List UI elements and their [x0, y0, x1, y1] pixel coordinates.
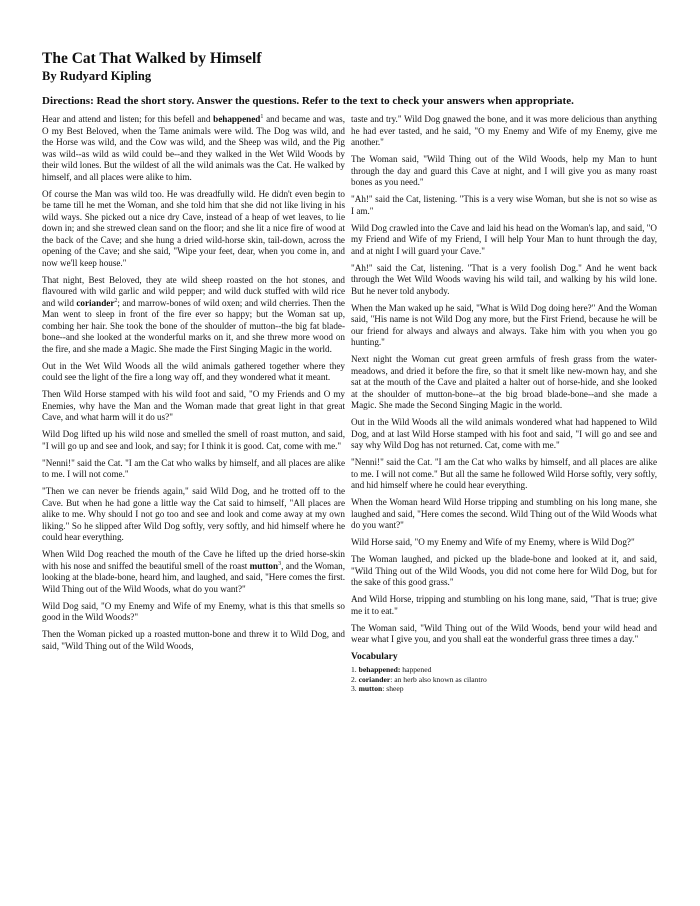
paragraph-text: ; and marrow-bones of wild oxen; and wild cherries. Then the Man went to sleep in front of the fire ever so happy; but the Woman sat up, combing her hair. She took the bone of the shoulder of mutton--the big fat blade-bone--and she looked at the wonderful marks on it, and she threw more wood on the fire, and she made a Magic. She made the First Singing Magic in the world. [42, 297, 345, 354]
paragraph: The Woman said, "Wild Thing out of the Wild Woods, bend your wild head and wear what I give you, and you shall eat the wonderful grass three times a day." [351, 622, 657, 644]
vocabulary-item [351, 675, 657, 685]
vocab-number: 3. [351, 684, 359, 693]
paragraph: Next night the Woman cut great green armfuls of fresh grass from the water-meadows, and dried it before the fire, so that it smelt like new-mown hay, and she sat at the mouth of the Cave and plaited a halter out of horse-hide, and she looked at the shoulder of mutton-bone--at the big broad blade-bone--and she made a Magic. She made the Second Singing Magic in the world. [351, 354, 657, 410]
paragraph: Wild Horse said, "O my Enemy and Wife of my Enemy, where is Wild Dog?" [351, 537, 635, 547]
vocab-definition: : an herb also known as cilantro [390, 674, 487, 684]
vocab-word: coriander [358, 674, 391, 684]
paragraph: Then Wild Horse stamped with his wild foot and said, "O my Friends and O my Enemies, why have the Man and the Woman made that great light in that great Cave, and what harm will it do us?" [42, 389, 345, 422]
story-title: The Cat That Walked by Himself [42, 50, 262, 67]
footnote-marker: 3 [278, 560, 282, 567]
footnote-marker: 1 [260, 113, 264, 120]
vocab-word: mutton [358, 684, 383, 693]
paragraph: And Wild Horse, tripping and stumbling on his long mane, said, "That is true; give me it to eat." [351, 594, 657, 616]
paragraph: Then the Woman picked up a roasted mutton-bone and threw it to Wild Dog, and said, "Wild Thing out of the Wild Woods, [42, 629, 345, 651]
vocabulary-list [351, 665, 657, 694]
paragraph: Wild Dog lifted up his wild nose and smelled the smell of roast mutton, and said, "I will go up and see and look, and say; for I think it is good. Cat, come with me." [42, 429, 345, 451]
paragraph: Out in the Wet Wild Woods all the wild animals gathered together where they could see the light of the fire a long way off, and they wondered what it meant. [42, 360, 345, 382]
paragraph: Out in the Wild Woods all the wild animals wondered what had happened to Wild Dog, and at last Wild Horse stamped with his foot and said, "I will go and see and say why Wild Dog has not returned. Cat, come with me." [351, 417, 657, 450]
paragraph: taste and try." Wild Dog gnawed the bone, and it was more delicious than anything he had ever tasted, and he said, "O my Enemy and Wife of my Enemy, give me another." [351, 114, 657, 147]
paragraph-text: and became and was, O my Best Beloved, when the Tame animals were wild. The Dog was wild, and the Horse was wild, and the Cow was wild, and the Sheep was wild, and the Pig was wild--as wild as wild could be--and they walked in the Wet Wild Woods by their wild lones. But the wildest of all the wild animals was the Cat. He walked by himself, and all places were alike to him. [42, 114, 346, 182]
paragraph: "Nenni!" said the Cat. "I am the Cat who walks by himself, and all places are alike to me. I will not come." [42, 457, 345, 479]
paragraph: When the Woman heard Wild Horse tripping and stumbling on his long mane, she laughed and said, "Here comes the second. Wild Thing out of the Wild Woods what do you want?" [351, 497, 657, 530]
paragraph: The Woman said, "Wild Thing out of the Wild Woods, help my Man to hunt through the day and guard this Cave at night, and I will give you as many roast bones as you need." [351, 154, 657, 187]
paragraph-text: , and the Woman, looking at the blade-bone, heard him, and laughed, and said, "Here comes the first. Wild Thing out of the Wild Woods, what do you want?" [42, 560, 345, 594]
vocabulary-title: Vocabulary [351, 651, 398, 662]
vocab-term-mutton: mutton [249, 560, 279, 571]
paragraph: "Then we can never be friends again," said Wild Dog, and he trotted off to the Cave. But when he had gone a little way the Cat said to himself, "All places are alike to me. Why should I not go too and see and look and come away at my own liking." So he slipped after Wild Dog softly, very softly, and hid himself where he could hear everything. [42, 486, 345, 542]
paragraph: The Woman laughed, and picked up the blade-bone and looked at it, and said, "Wild Thing out of the Wild Woods, you did not come here for Wild Dog, but for the sake of this good grass." [351, 554, 657, 587]
paragraph: Wild Dog crawled into the Cave and laid his head on the Woman's lap, and said, "O my Friend and Wife of my Friend, I will help Your Man to hunt through the day, and at night I will guard your Cave." [351, 222, 657, 256]
vocab-number: 1. [351, 665, 359, 674]
vocabulary-box [351, 652, 657, 694]
paragraph: "Ah!" said the Cat, listening. "This is a very wise Woman, but she is not so wise as I am." [351, 194, 657, 216]
paragraph-text: When Wild Dog reached the mouth of the Cave he lifted up the dried horse-skin with his nose and sniffed the beautiful smell of the roast [42, 549, 345, 571]
directions-text: Read the short story. Answer the questions. Refer to the text to check your answers when appropriate. [93, 95, 574, 107]
paragraph: When the Man waked up he said, "What is Wild Dog doing here?" And the Woman said, "His name is not Wild Dog any more, but the First Friend, because he will be our friend for always and always and always. Take him with you when you go hunting." [351, 302, 657, 347]
paragraph: Of course the Man was wild too. He was dreadfully wild. He didn't even begin to be tame till he met the Woman, and she told him that she did not like living in his wild ways. She picked out a nice dry Cave, instead of a heap of wet leaves, to lie down in; and she strewed clean sand on the floor; and she lit a nice fire of wood at the back of the Cave; and she hung a dried wild-horse skin, tail-down, across the opening of the Cave; and she said, "Wipe your feet, dear, when you come in, and now we'll keep house." [42, 188, 345, 268]
paragraph [42, 549, 345, 595]
vocab-term-behappened: behappened [213, 114, 261, 124]
story-author: By Rudyard Kipling [42, 69, 152, 83]
story-column-right [351, 114, 657, 694]
paragraph-text: Hear and attend and listen; for this befell and [42, 114, 214, 124]
paragraph-text: That night, Best Beloved, they ate wild sheep roasted on the hot stones, and flavoured with wild garlic and wild pepper; and wild duck stuffed with wild rice and wild [42, 274, 345, 308]
paragraph: Wild Dog said, "O my Enemy and Wife of my Enemy, what is this that smells so good in the Wild Woods?" [42, 600, 345, 622]
vocabulary-item [351, 684, 657, 694]
vocab-term-coriander: coriander [76, 297, 115, 308]
vocab-definition: happened [400, 665, 432, 674]
vocab-number: 2. [351, 674, 359, 684]
directions-label: Directions: [42, 95, 94, 107]
footnote-marker: 2 [114, 297, 118, 304]
paragraph [42, 275, 345, 356]
paragraph [42, 114, 345, 183]
paragraph: "Nenni!" said the Cat. "I am the Cat who walks by himself, and all places are alike to me. I will not come." But all the same he followed Wild Horse softly, very softly, and hid himself where he could hear everything. [351, 457, 657, 490]
vocabulary-item [351, 665, 657, 675]
paragraph: "Ah!" said the Cat, listening. "That is a very foolish Dog." And he went back through the Wet Wild Woods waving his wild tail, and walking by his wild lone. But he never told anybody. [351, 262, 657, 296]
story-column-left [42, 114, 345, 658]
vocab-definition: : sheep [382, 684, 404, 693]
directions [42, 94, 672, 108]
vocab-word: behappened: [358, 665, 401, 674]
